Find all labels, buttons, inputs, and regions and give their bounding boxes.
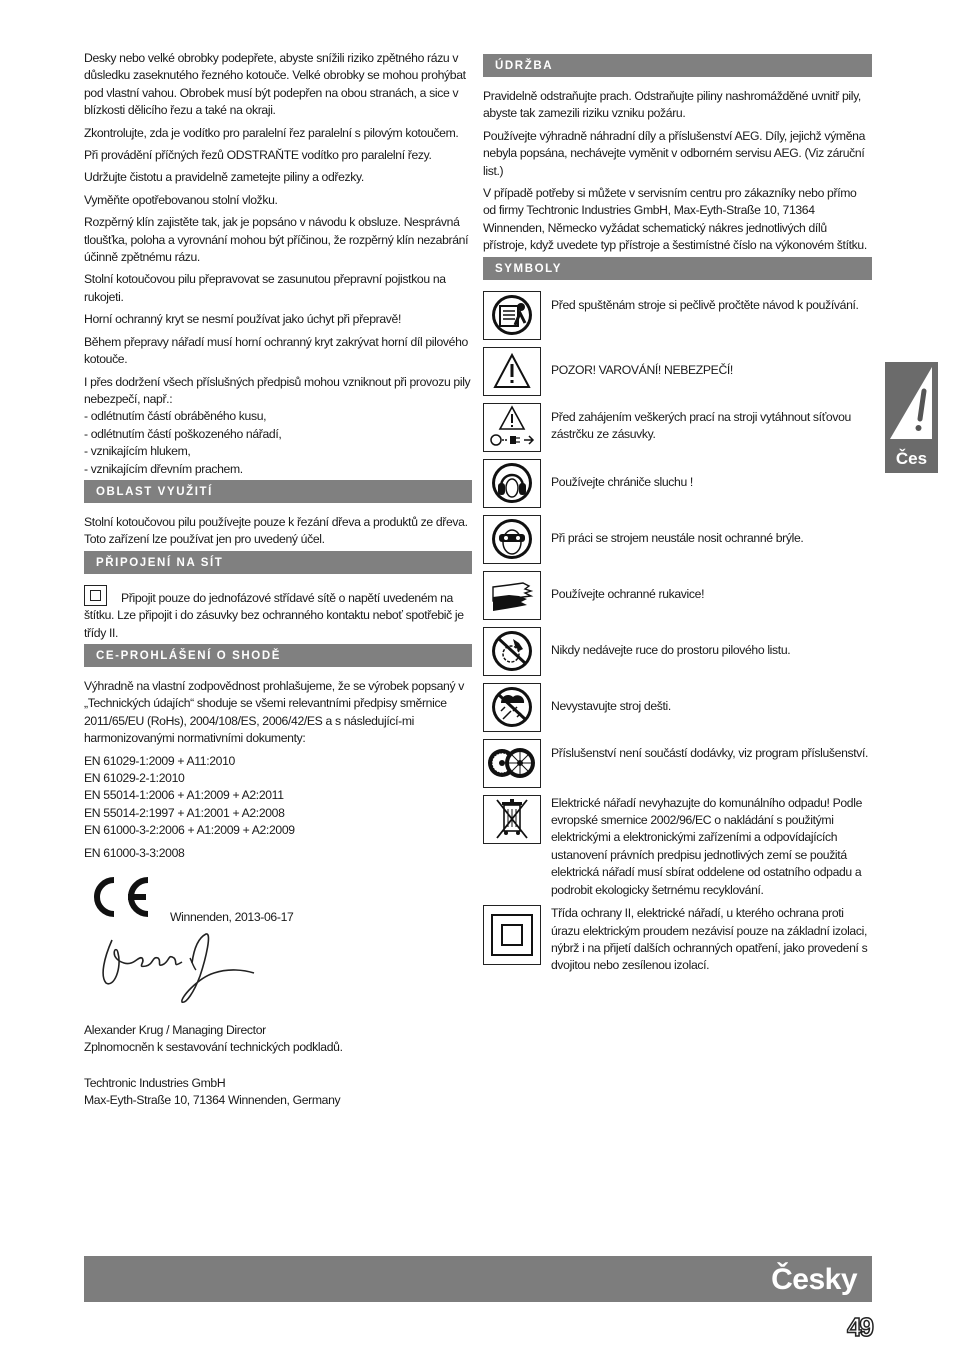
section-heading-symbols: SYMBOLY bbox=[483, 257, 872, 280]
ce-mark-icon bbox=[84, 874, 154, 920]
ce-mark-row bbox=[84, 874, 472, 924]
warning-exclamation-icon bbox=[888, 365, 935, 441]
footer-bar bbox=[84, 1256, 872, 1302]
symbol-text: Před spuštěnám stroje si pečlivě pročtěte návod k používání. bbox=[551, 297, 859, 312]
maintenance-paragraph: Používejte výhradně náhradní díly a příslušenství AEG. Díly, jejichž výměna nebyla popsána, nechávejte vyměnit v odborném servisu AEG. (Viz záruční list.) bbox=[483, 128, 866, 178]
symbol-text: Před zahájením veškerých prací na stroji vytáhnout síťovou zástrčku ze zásuvky. bbox=[551, 409, 851, 442]
symbol-row bbox=[483, 627, 872, 676]
symbol-text: POZOR! VAROVÁNÍ! NEBEZPEČÍ! bbox=[551, 362, 733, 377]
symbol-text: Třída ochrany II, elektrické nářadí, u kterého ochrana proti úrazu elektrickým proudem nezávisí pouze na základní izolaci, nýbrž i na přijetí dalších ochranných opatření, jako provedení s dvojitou nebo zesílenou izolací. bbox=[551, 906, 868, 973]
safety-paragraph: Při provádění příčných řezů ODSTRAŇTE vodítko pro paralelní řezy. bbox=[84, 148, 432, 163]
right-column bbox=[483, 52, 872, 975]
symbol-row bbox=[483, 905, 872, 975]
maintenance-paragraph: Pravidelně odstraňujte prach. Odstraňujte piliny nashromážděné uvnitř pily, abyste tak zamezili riziku vzniku požáru. bbox=[483, 89, 861, 121]
signatory: Alexander Krug / Managing Director Zplnomocněn k sestavování technických podkladů. bbox=[84, 1023, 343, 1055]
class-ii-small-icon bbox=[84, 585, 107, 606]
symbol-text: Při práci se strojem neustále nosit ochranné brýle. bbox=[551, 530, 804, 545]
usage-text: Stolní kotoučovou pilu používejte pouze k řezání dřeva a produktů ze dřeva. Toto zařízení lze používat jen pro uvedený účel. bbox=[84, 514, 468, 547]
gloves-icon bbox=[483, 571, 541, 620]
symbol-row bbox=[483, 795, 872, 899]
company-address: Techtronic Industries GmbH Max-Eyth-Straße 10, 71364 Winnenden, Germany bbox=[84, 1075, 341, 1108]
symbol-text: Nikdy nedávejte ruce do prostoru pilového listu. bbox=[551, 642, 791, 657]
symbol-row bbox=[483, 347, 872, 396]
safety-paragraph: Během přepravy nářadí musí horní ochranný kryt zakrývat horní díl pilového kotouče. bbox=[84, 334, 468, 367]
symbol-text: Elektrické nářadí nevyhazujte do komunálního odpadu! Podle evropské smernice 2002/96/EC o nakládání s použitými elektrickými a elektronickými zařízeními a odpovídajících ustanovení právních predpisu jednotlivých zemí se použitá elektrická nářadí musí sbírat oddelene od ostatního odpadu a podrobit ekologicky šetrnému recyklování. bbox=[551, 795, 863, 897]
symbol-row bbox=[483, 739, 872, 788]
section-heading-maintenance: ÚDRŽBA bbox=[483, 54, 872, 77]
safety-paragraph: Zkontrolujte, zda je vodítko pro paralelní řez paralelní s pilovým kotoučem. bbox=[84, 125, 459, 140]
symbol-row bbox=[483, 683, 872, 732]
left-column bbox=[84, 50, 472, 1115]
symbol-text: Příslušenství není součástí dodávky, viz program příslušenství. bbox=[551, 745, 869, 760]
signature-image bbox=[94, 928, 259, 1008]
symbol-row bbox=[483, 571, 872, 620]
symbol-text: Používejte ochranné rukavice! bbox=[551, 586, 705, 601]
weee-bin-icon bbox=[483, 795, 541, 844]
section-heading-ce: CE-PROHLÁŠENÍ O SHODĚ bbox=[84, 644, 472, 667]
class-ii-icon bbox=[483, 905, 541, 965]
page-number: 49 bbox=[847, 1312, 872, 1342]
read-manual-icon bbox=[483, 291, 541, 340]
safety-paragraph: Rozpěrný klín zajistěte tak, jak je popsáno v návodu k obsluze. Nesprávná tloušťka, poloha a vyrovnání mohou být příčinou, že rozpěrný klín nezabrání účinně zpětnému rázu. bbox=[84, 215, 469, 265]
section-heading-usage: OBLAST VYUŽITÍ bbox=[84, 480, 472, 503]
saw-blades-accessory-icon bbox=[483, 739, 541, 788]
standards-list: EN 61029-1:2009 + A11:2010 EN 61029-2-1:2010 EN 55014-1:2006 + A1:2009 + A2:2011 EN 55014-2:1997 + A1:2001 + A2:2008 EN 61000-3-2:2006 + A1:2009 + A2:2009 bbox=[84, 753, 295, 838]
safety-paragraph: Stolní kotoučovou pilu přepravovat se zasunutou přepravní pojistkou na rukojeti. bbox=[84, 272, 446, 304]
standard-last: EN 61000-3-3:2008 bbox=[84, 845, 185, 860]
symbol-row bbox=[483, 403, 872, 452]
place-date: Winnenden, 2013-06-17 bbox=[170, 909, 294, 924]
symbol-row bbox=[483, 459, 872, 508]
warning-triangle-icon bbox=[483, 347, 541, 396]
symbol-text: Používejte chrániče sluchu ! bbox=[551, 474, 693, 489]
language-side-tab bbox=[885, 362, 938, 473]
residual-risks-paragraph: I přes dodržení všech příslušných předpisů mohou vzniknout při provozu pily nebezpečí, např.: - odlétnutím částí obráběného kusu, - odlétnutím částí poškozeného nářadí, - vznikajícím hlukem, - vznikajícím dřevním prachem. bbox=[84, 374, 471, 476]
safety-paragraph: Vyměňte opotřebovanou stolní vložku. bbox=[84, 192, 278, 207]
safety-paragraph: Desky nebo velké obrobky podepřete, abyste snížili riziko zpětného rázu v důsledku zaseknutého řezného kotouče. Velké obrobky se mohou prohýbat pod vlastní vahou. Obrobek musí být podepřen na obou stranách, a sice v blízkosti dělicího řezu a také na okraji. bbox=[84, 51, 466, 118]
no-hands-saw-icon bbox=[483, 627, 541, 676]
mains-text: Připojit pouze do jednofázové střídavé sítě o napětí uvedeném na štítku. Lze připojit i do zásuvky bez ochranného kontaktu neboť spotřebič je třídy II. bbox=[84, 590, 464, 640]
symbol-text: Nevystavujte stroj dešti. bbox=[551, 698, 671, 713]
no-rain-icon bbox=[483, 683, 541, 732]
mains-text-paragraph bbox=[84, 585, 472, 642]
symbol-row bbox=[483, 515, 872, 564]
footer-language: Česky bbox=[771, 1263, 857, 1296]
ce-declaration-text: Výhradně na vlastní zodpovědnost prohlašujeme, že se výrobek popsaný v „Technických údajích“ shoduje se všemi relevantními předpisy směrnice 2011/65/EU (RoHs), 2004/108/ES, 2006/42/ES a s následující-mi harmonizovanými normativními dokumenty: bbox=[84, 678, 464, 746]
maintenance-paragraph: V případě potřeby si můžete v servisním centru pro zákazníky nebo přímo od firmy Techtronic Industries GmbH, Max-Eyth-Straße 10, 71364 Winnenden, Německo vyžádat schematický nákres jednotlivých dílů přístroje, když uvedete typ přístroje a šestimístné číslo na výkonovém štítku. bbox=[483, 186, 867, 253]
symbol-row bbox=[483, 291, 872, 340]
safety-goggles-icon bbox=[483, 515, 541, 564]
unplug-warning-icon bbox=[483, 403, 541, 452]
safety-paragraph: Udržujte čistotu a pravidelně zametejte piliny a odřezky. bbox=[84, 170, 364, 185]
section-heading-mains: PŘIPOJENÍ NA SÍT bbox=[84, 551, 472, 574]
safety-paragraph: Horní ochranný kryt se nesmí používat jako úchyt při přepravě! bbox=[84, 312, 401, 327]
ear-protection-icon bbox=[483, 459, 541, 508]
side-tab-label: Čes bbox=[895, 449, 928, 468]
